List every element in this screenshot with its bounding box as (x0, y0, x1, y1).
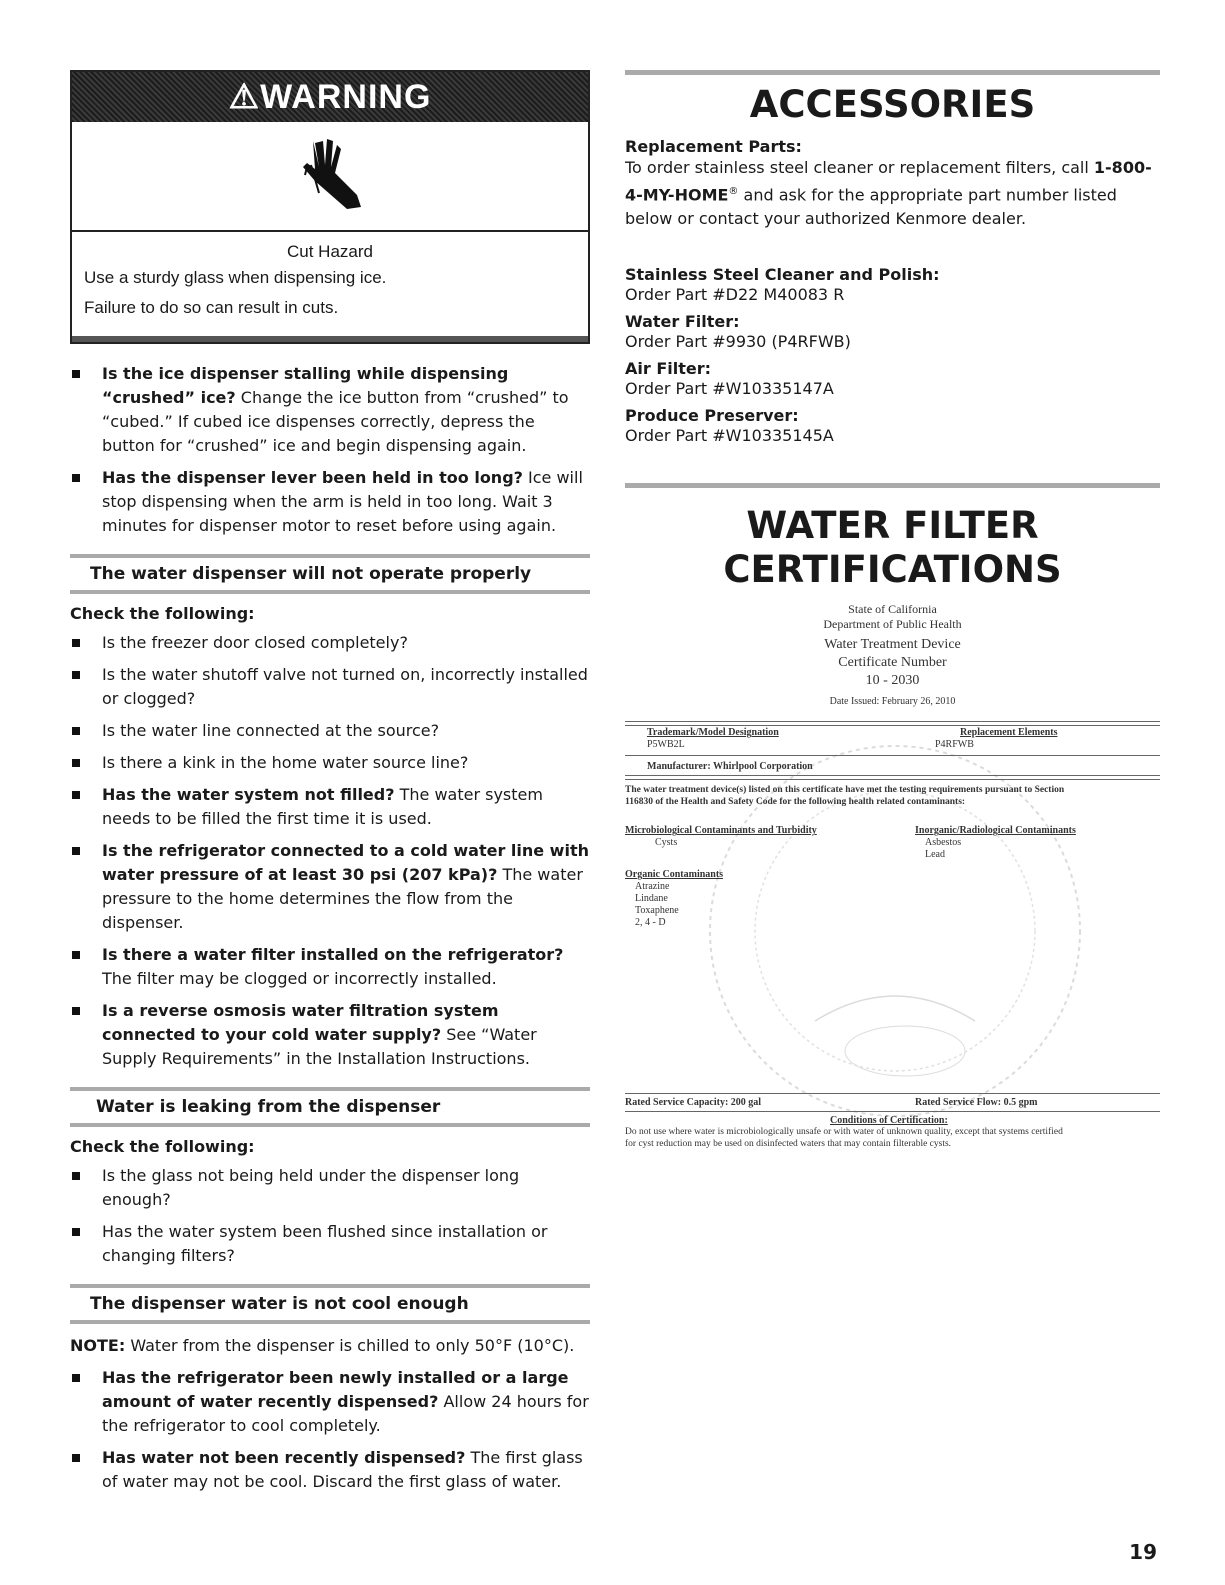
list-item: Is the glass not being held under the dispenser long enough? (70, 1164, 590, 1212)
list-item: Has the water system been flushed since installation or changing filters? (70, 1220, 590, 1268)
not-cool-list (70, 1366, 590, 1494)
certificate-body: Trademark/Model Designation P5WB2L Replacement Elements P4RFWB Manufacturer: Whirlpool Corporation The water treatment device(s) listed on this certificate have met the testing requirements pursuant to Section 116830 of the Health and Safety Code for the following health related contaminants: Microbiological Contaminants and Turbidity Cysts Inorganic/Radiological Contaminants Asbestos Lead Organic Contaminants Atrazine Lindane Toxaphene 2, 4 - D Rated Service Capacity: 200 gal Rated Service Flow: 0.5 gpm Conditions of Certification: Do not use where water is microbiologically unsafe or with water of unknown quality, except that systems certified for cyst reduction may be used on disinfected waters that may contain filterable cysts. (625, 721, 1160, 1181)
ice-list (70, 362, 590, 538)
list-item: Is the water shutoff valve not turned on, incorrectly installed or clogged? (70, 663, 590, 711)
list-item: Has the refrigerator been newly installed or a large amount of water recently dispensed? Allow 24 hours for the refrigerator to cool completely. (70, 1366, 590, 1438)
list-item: Has the dispenser lever been held in too long? Ice will stop dispensing when the arm is held in too long. Wait 3 minutes for dispenser motor to reset before using again. (70, 466, 590, 538)
part-label: Air Filter: (625, 359, 712, 379)
warning-line-2: Failure to do so can result in cuts. (84, 298, 339, 317)
page-number: 19 (1129, 1540, 1157, 1564)
part-value: Order Part #D22 M40083 R (625, 285, 845, 305)
cut-hand-icon (285, 131, 375, 221)
part-value: Order Part #W10335145A (625, 426, 834, 446)
cut-hazard-icon-area (72, 122, 588, 230)
warning-box (70, 70, 590, 344)
certifications-title: WATER FILTER CERTIFICATIONS (723, 504, 1062, 592)
list-item: Is the freezer door closed completely? (70, 631, 590, 655)
list-item: Has the water system not filled? The water system needs to be filled the first time it is used. (70, 783, 590, 831)
leaking-list (70, 1164, 590, 1268)
not-operate-list (70, 631, 590, 1071)
accessories-intro: To order stainless steel cleaner or replacement filters, call 1-800-4-MY-HOME® and ask for the appropriate part number listed below or contact your authorized Kenmore dealer. (625, 158, 1152, 229)
list-item: Is there a water filter installed on the refrigerator? The filter may be clogged or incorrectly installed. (70, 943, 590, 991)
check-following: Check the following: (70, 604, 255, 623)
left-column (70, 70, 590, 1502)
accessories-title: ACCESSORIES (749, 83, 1036, 126)
section-title-not-cool: The dispenser water is not cool enough (70, 1284, 590, 1324)
part-value: Order Part #9930 (P4RFWB) (625, 332, 851, 352)
part-label: Water Filter: (625, 312, 740, 332)
list-item: Is the refrigerator connected to a cold water line with water pressure of at least 30 psi (207 kPa)? The water pressure to the home determines the flow from the dispenser. (70, 839, 590, 935)
section-title-leaking: Water is leaking from the dispenser (70, 1087, 590, 1127)
warning-title: ⚠WARNING (72, 72, 588, 122)
list-item: Is there a kink in the home water source line? (70, 751, 590, 775)
right-column (625, 70, 1160, 1181)
part-value: Order Part #W10335147A (625, 379, 834, 399)
certificate-header: State of California Department of Public Health Water Treatment Device Certificate Number 10 - 2030 Date Issued: February 26, 2010 (823, 602, 962, 708)
warning-text-area (72, 230, 588, 342)
list-item: Is a reverse osmosis water filtration system connected to your cold water supply? See “Water Supply Requirements” in the Installation Instructions. (70, 999, 590, 1071)
divider (625, 483, 1160, 488)
check-following: Check the following: (70, 1137, 255, 1156)
note: NOTE: Water from the dispenser is chilled to only 50°F (10°C). (70, 1336, 575, 1355)
list-item: Has water not been recently dispensed? The first glass of water may not be cool. Discard the first glass of water. (70, 1446, 590, 1494)
warning-line-1: Use a sturdy glass when dispensing ice. (84, 268, 387, 287)
section-title-not-operate: The water dispenser will not operate properly (70, 554, 590, 594)
phone-number: 1-800-4-MY-HOME (625, 158, 1152, 205)
divider (625, 70, 1160, 75)
list-item: Is the ice dispenser stalling while dispensing “crushed” ice? Change the ice button from “crushed” to “cubed.” If cubed ice dispenses correctly, depress the button for “crushed” ice and begin dispensing again. (70, 362, 590, 458)
part-label: Produce Preserver: (625, 406, 799, 426)
list-item: Is the water line connected at the source? (70, 719, 590, 743)
part-label: Stainless Steel Cleaner and Polish: (625, 265, 940, 285)
hazard-title: Cut Hazard (287, 242, 373, 261)
replacement-parts-label: Replacement Parts: (625, 137, 802, 156)
